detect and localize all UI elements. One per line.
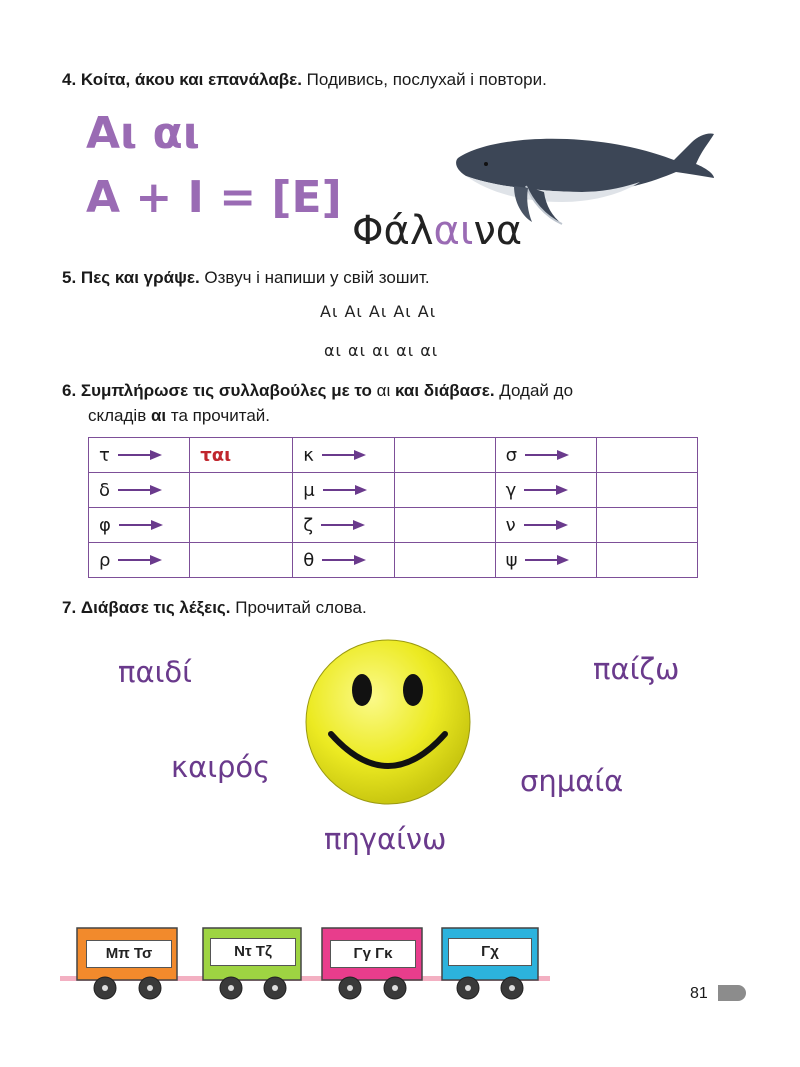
syllable-consonant-cell <box>293 543 394 578</box>
instruction-ukrainian: Подивись, послухай і повтори. <box>301 70 547 89</box>
train-wagon-label: Ντ Τζ <box>210 938 296 966</box>
arrow-right-icon <box>322 449 366 461</box>
exercise-4-instruction <box>62 70 547 90</box>
consonant-letter: ψ <box>505 549 518 571</box>
arrow-right-icon <box>323 484 367 496</box>
instruction-greek: Συμπλήρωσε τις συλλαβούλες με το <box>80 381 372 400</box>
syllable-consonant-cell <box>293 473 394 508</box>
main-word-part: να <box>473 208 523 254</box>
arrow-right-icon <box>524 519 568 531</box>
letter-equation: Α + Ι = [Ε] <box>86 172 342 223</box>
consonant-letter: φ <box>99 514 111 536</box>
syllable-answer-cell[interactable] <box>394 473 495 508</box>
syllable-answer-cell[interactable] <box>394 438 495 473</box>
syllable-answer-cell[interactable] <box>394 508 495 543</box>
arrow-right-icon <box>118 554 162 566</box>
consonant-letter: θ <box>303 549 315 571</box>
main-word-highlight: αι <box>433 208 474 254</box>
syllable-answer-cell[interactable] <box>596 543 697 578</box>
instruction-ukrainian: складів <box>88 406 151 425</box>
exercise-number: 5. <box>62 268 77 287</box>
arrow-right-icon <box>525 449 569 461</box>
instruction-ukrainian: Озвуч і напиши у свій зошит. <box>199 268 430 287</box>
syllable-answer-cell[interactable] <box>190 438 293 473</box>
arrow-right-icon <box>118 484 162 496</box>
syllable-consonant-cell <box>495 543 596 578</box>
syllable-consonant-cell <box>293 438 394 473</box>
word-paizo: παίζω <box>593 652 680 686</box>
syllable-consonant-cell <box>495 438 596 473</box>
syllable-answer-cell[interactable] <box>190 508 293 543</box>
arrow-right-icon <box>322 554 366 566</box>
arrow-right-icon <box>118 449 162 461</box>
train-wagon-label: Γγ Γκ <box>330 940 416 968</box>
consonant-letter: τ <box>99 444 110 466</box>
exercise-number: 4. <box>62 70 77 89</box>
consonant-letter: ρ <box>99 549 111 571</box>
consonant-letter: μ <box>303 479 315 501</box>
exercise-7-instruction <box>62 598 367 618</box>
syllable-consonant-cell <box>293 508 394 543</box>
practice-upper: Αι Αι Αι Αι Αι <box>320 302 437 321</box>
syllable-consonant-cell <box>89 438 190 473</box>
syllable-consonant-cell <box>495 473 596 508</box>
syllable-answer-cell[interactable] <box>190 543 293 578</box>
consonant-letter: ν <box>505 514 516 536</box>
instruction-greek: Πες και γράψε. <box>80 268 200 287</box>
table-row <box>89 473 698 508</box>
main-word <box>352 208 522 254</box>
consonant-letter: ζ <box>303 514 314 536</box>
instruction-ukrainian: та прочитай. <box>166 406 270 425</box>
arrow-right-icon <box>321 519 365 531</box>
instruction-ukrainian: Додай до <box>494 381 574 400</box>
word-pigaino: πηγαίνω <box>324 822 447 856</box>
syllable-answer: ται <box>200 444 232 466</box>
smiley-face-icon <box>303 638 473 806</box>
instruction-ukrainian: Прочитай слова. <box>230 598 367 617</box>
syllable-answer-cell[interactable] <box>394 543 495 578</box>
syllable-consonant-cell <box>89 543 190 578</box>
syllable-consonant-cell <box>495 508 596 543</box>
practice-lower: αι αι αι αι αι <box>324 341 439 360</box>
page-tab-marker <box>718 985 746 1001</box>
syllable-answer-cell[interactable] <box>596 473 697 508</box>
exercise-6-instruction <box>62 378 573 428</box>
table-row <box>89 508 698 543</box>
instruction-greek: Διάβασε τις λέξεις. <box>80 598 231 617</box>
consonant-letter: γ <box>505 479 517 501</box>
instruction-greek: Κοίτα, άκου και επανάλαβε. <box>80 70 302 89</box>
word-kairos: καιρός <box>171 750 271 784</box>
word-simaia: σημαία <box>520 764 624 798</box>
train-wagon-label: Μπ Τσ <box>86 940 172 968</box>
exercise-5-instruction <box>62 268 430 288</box>
arrow-right-icon <box>525 554 569 566</box>
main-word-part: Φάλ <box>352 208 434 254</box>
table-row <box>89 543 698 578</box>
consonant-letter: κ <box>303 444 314 466</box>
arrow-right-icon <box>524 484 568 496</box>
table-row <box>89 438 698 473</box>
instruction-syllable: αι <box>371 381 395 400</box>
instruction-greek: και διάβασε. <box>395 381 495 400</box>
syllable-consonant-cell <box>89 473 190 508</box>
syllable-answer-cell[interactable] <box>596 438 697 473</box>
syllable-table <box>88 437 698 578</box>
syllable-answer-cell[interactable] <box>190 473 293 508</box>
syllable-answer-cell[interactable] <box>596 508 697 543</box>
consonant-letter: δ <box>99 479 111 501</box>
train-wagon-label: Γχ <box>448 938 532 966</box>
instruction-syllable: αι <box>150 406 167 425</box>
page-number: 81 <box>690 985 708 1002</box>
consonant-letter: σ <box>505 444 518 466</box>
syllable-consonant-cell <box>89 508 190 543</box>
letter-pair: Αι αι <box>86 108 200 159</box>
arrow-right-icon <box>119 519 163 531</box>
exercise-number: 6. <box>62 381 77 400</box>
word-paidi: παιδί <box>118 655 192 689</box>
exercise-number: 7. <box>62 598 77 617</box>
